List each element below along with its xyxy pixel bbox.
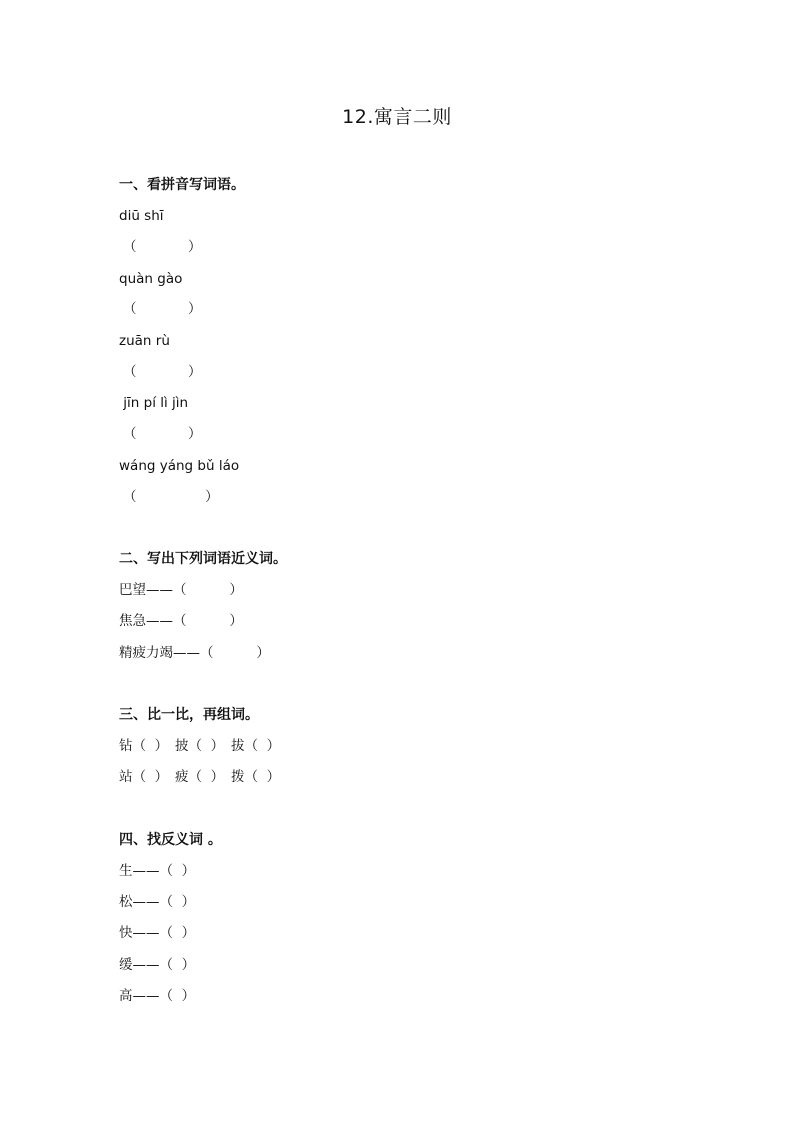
synonym-item-1: 巴望——（ ） (119, 582, 243, 598)
answer-blank-2: （ ） (123, 301, 202, 317)
compare-item: 钻（ ） (119, 738, 169, 754)
compare-item: 拨（ ） (231, 769, 281, 785)
section-1-heading: 一、看拼音写词语。 (119, 177, 245, 193)
page-title: 12.寓言二则 (342, 106, 452, 128)
section-2-heading: 二、写出下列词语近义词。 (119, 551, 287, 567)
section-4-heading: 四、找反义词 。 (119, 832, 222, 848)
answer-blank-5: （ ） (123, 489, 219, 505)
compare-item: 疲（ ） (175, 769, 225, 785)
section-3-heading: 三、比一比，再组词。 (119, 707, 259, 723)
antonym-item-2: 松——（ ） (119, 894, 196, 910)
pinyin-item-2: quàn gào (119, 271, 183, 287)
answer-blank-4: （ ） (123, 426, 202, 442)
answer-blank-3: （ ） (123, 364, 202, 380)
answer-blank-1: （ ） (123, 239, 202, 255)
compare-row-2 (119, 767, 291, 787)
antonym-item-3: 快——（ ） (119, 925, 196, 941)
pinyin-item-1: diū shī (119, 208, 164, 224)
synonym-item-3: 精疲力竭——（ ） (119, 645, 270, 661)
compare-item: 拔（ ） (231, 738, 281, 754)
pinyin-item-5: wáng yáng bǔ láo (119, 458, 240, 474)
synonym-item-2: 焦急——（ ） (119, 613, 243, 629)
pinyin-item-4: jīn pí lì jìn (119, 395, 189, 411)
antonym-item-1: 生——（ ） (119, 863, 196, 879)
pinyin-item-3: zuān rù (119, 333, 170, 349)
compare-item: 披（ ） (175, 738, 225, 754)
compare-item: 站（ ） (119, 769, 169, 785)
antonym-item-5: 高——（ ） (119, 988, 196, 1004)
antonym-item-4: 缓——（ ） (119, 957, 196, 973)
compare-row-1 (119, 736, 291, 756)
